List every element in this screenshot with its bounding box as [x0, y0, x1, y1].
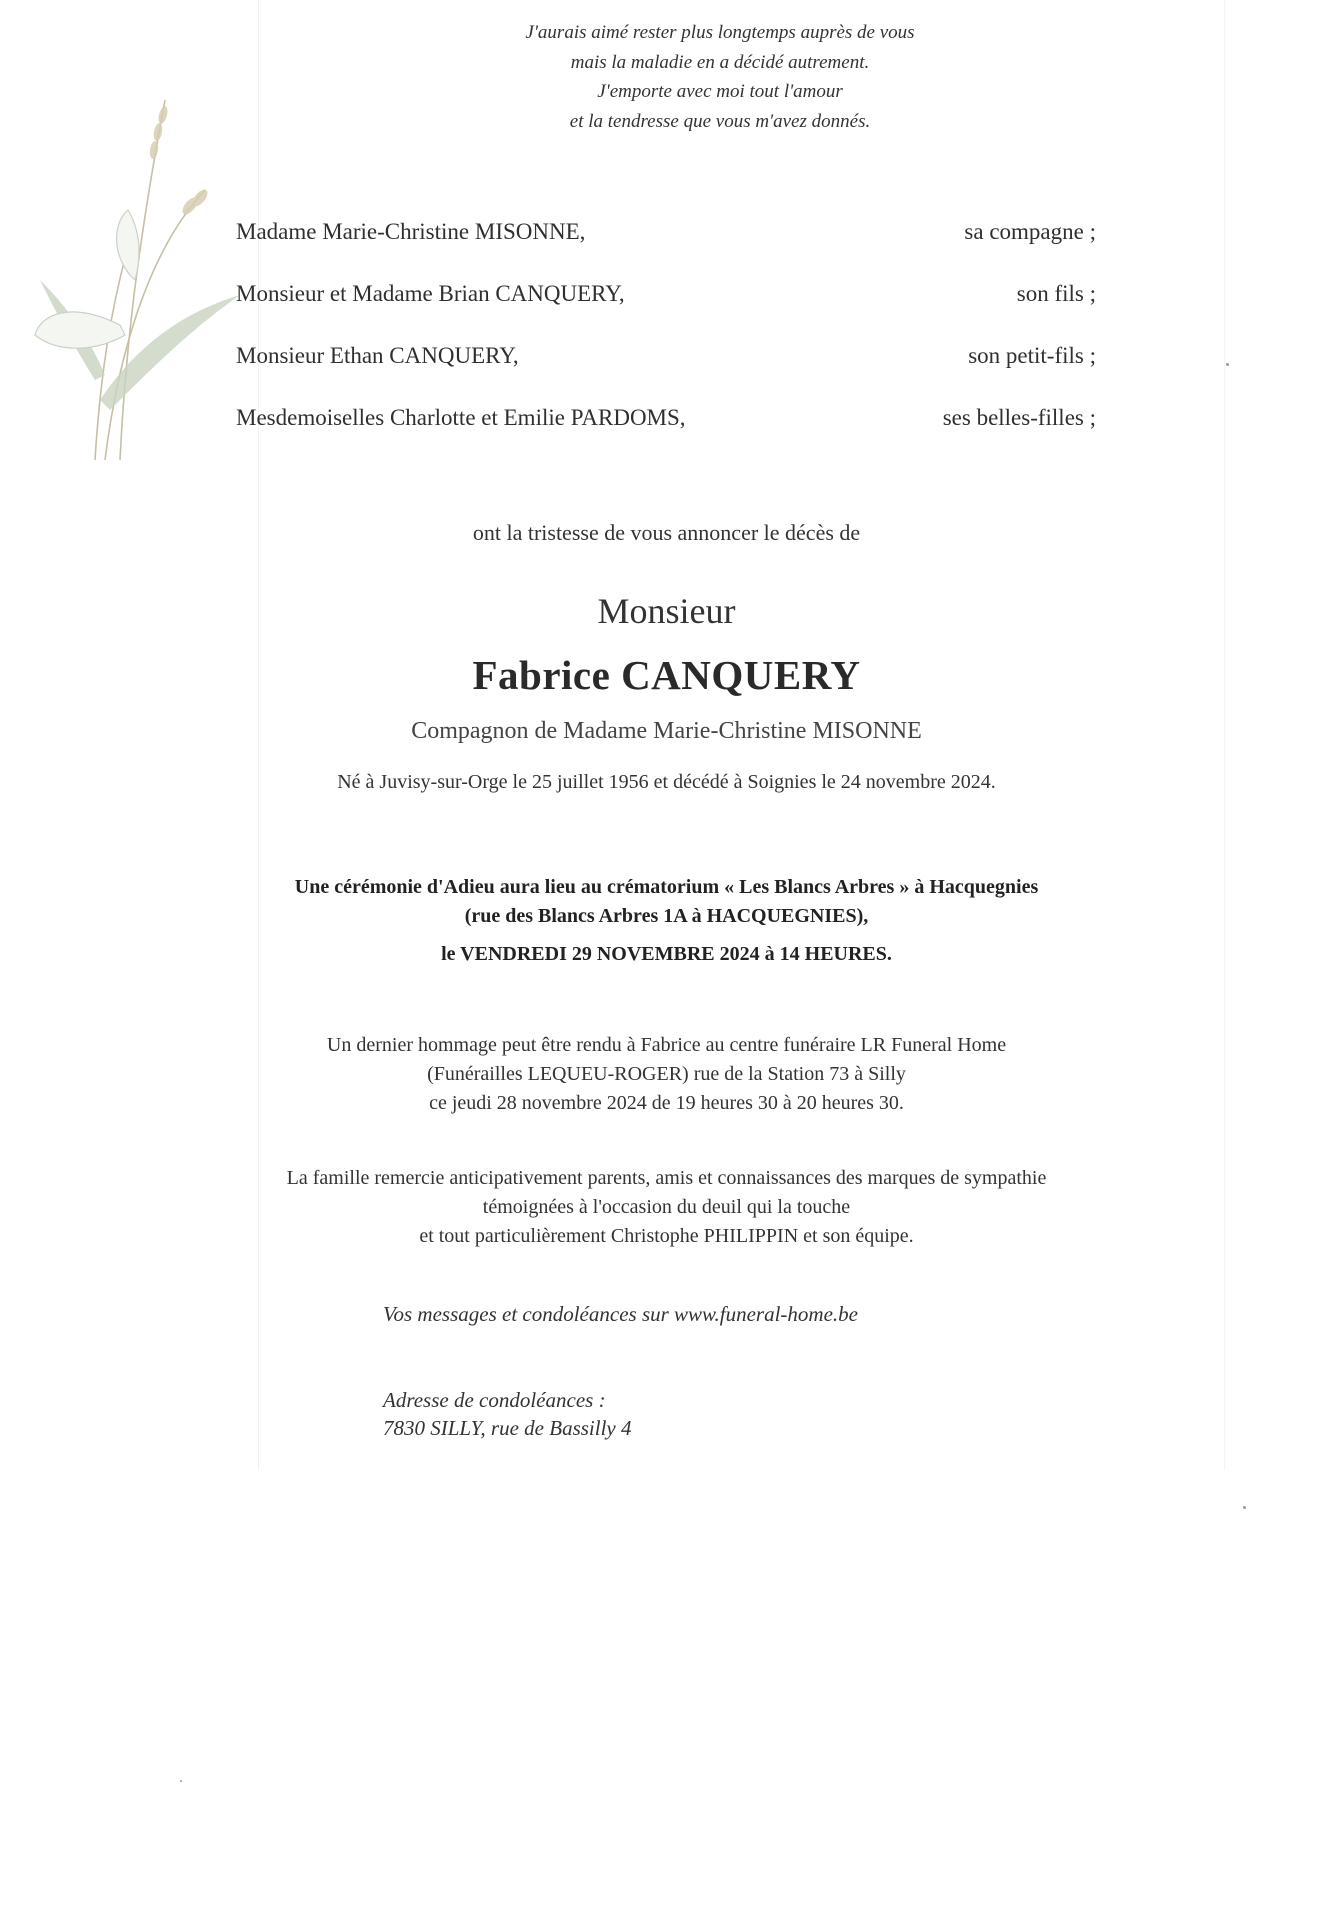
birth-death-line: Né à Juvisy-sur-Orge le 25 juillet 1956 et décédé à Soignies le 24 novembre 2024. [337, 771, 996, 793]
thanks-line: La famille remercie anticipativement parents, amis et connaissances des marques de sympathie [286, 1167, 1047, 1189]
family-member-relation: son petit-fils ; [968, 343, 1096, 368]
family-row [236, 281, 1096, 321]
ceremony-line: Une cérémonie d'Adieu aura lieu au crématorium « Les Blancs Arbres » à Hacquegnies [294, 876, 1039, 898]
poem [460, 18, 980, 136]
poem-line: J'aurais aimé rester plus longtemps auprès de vous [525, 22, 915, 43]
poem-line: et la tendresse que vous m'avez donnés. [569, 110, 871, 132]
thanks-line: et tout particulièrement Christophe PHILIPPIN et son équipe. [419, 1225, 914, 1247]
thanks-line: témoignées à l'occasion du deuil qui la touche [482, 1196, 851, 1218]
homage-line: (Funérailles LEQUEU-ROGER) rue de la Station 73 à Silly [427, 1063, 906, 1085]
homage-line: ce jeudi 28 novembre 2024 de 19 heures 30 à 20 heures 30. [429, 1092, 904, 1114]
family-row [236, 219, 1096, 259]
announcement-intro: ont la tristesse de vous annoncer le décès de [472, 520, 861, 545]
scan-speck [1243, 1506, 1246, 1509]
deceased-title: Monsieur [597, 591, 736, 631]
family-member-relation: son fils ; [1016, 281, 1096, 306]
deceased-name: Fabrice CANQUERY [472, 652, 861, 698]
poem-line: J'emporte avec moi tout l'amour [597, 81, 843, 102]
scan-speck [1226, 363, 1229, 366]
family-member-name: Monsieur Ethan CANQUERY, [236, 343, 519, 368]
family-row [236, 343, 1096, 383]
ceremony-line: (rue des Blancs Arbres 1A à HACQUEGNIES), [464, 905, 869, 927]
poem-line: mais la maladie en a décidé autrement. [570, 51, 870, 73]
companion-line: Compagnon de Madame Marie-Christine MISONNE [411, 718, 922, 744]
family-member-relation: sa compagne ; [964, 219, 1096, 244]
ceremony-line: le VENDREDI 29 NOVEMBRE 2024 à 14 HEURES. [441, 943, 892, 965]
condolences-address-label: Adresse de condoléances : [383, 1388, 606, 1412]
family-row [236, 405, 1096, 445]
family-member-name: Madame Marie-Christine MISONNE, [236, 219, 586, 244]
condolences-address: 7830 SILLY, rue de Bassilly 4 [383, 1416, 632, 1440]
homage-line: Un dernier hommage peut être rendu à Fabrice au centre funéraire LR Funeral Home [326, 1034, 1007, 1056]
condolences-website: Vos messages et condoléances sur www.funeral-home.be [383, 1302, 858, 1326]
family-member-name: Mesdemoiselles Charlotte et Emilie PARDOMS, [236, 405, 686, 430]
lily-illustration [0, 80, 240, 460]
scan-speck [180, 1780, 182, 1782]
family-member-name: Monsieur et Madame Brian CANQUERY, [236, 281, 625, 306]
family-member-relation: ses belles-filles ; [942, 405, 1096, 430]
